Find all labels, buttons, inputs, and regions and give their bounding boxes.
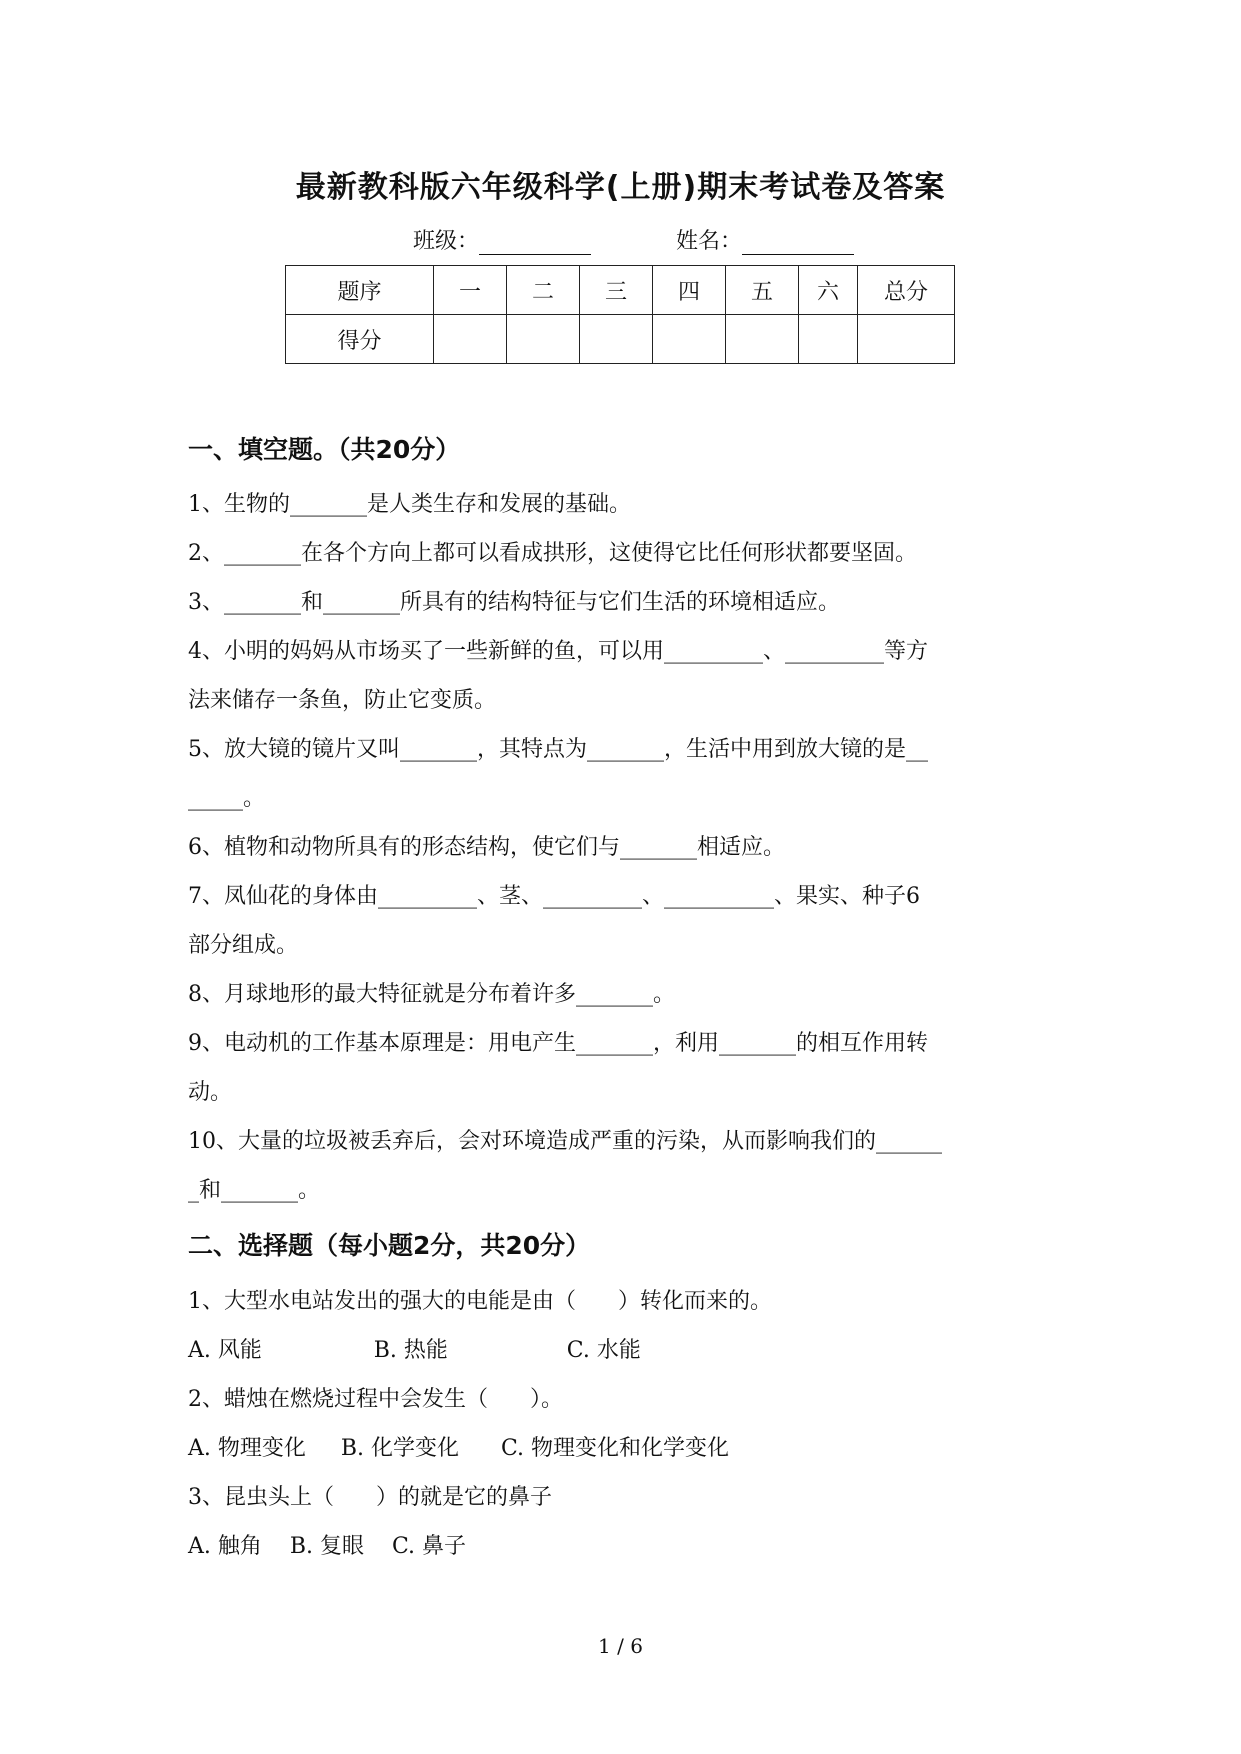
table-cell: 三 bbox=[580, 266, 653, 315]
question-line: 7、凤仙花的身体由_________、茎、_________、__________、果实、种子6 bbox=[188, 884, 920, 909]
score-cell[interactable] bbox=[434, 315, 507, 364]
class-field bbox=[413, 224, 591, 255]
score-cell[interactable] bbox=[653, 315, 726, 364]
question-line: 1、生物的_______是人类生存和发展的基础。 bbox=[188, 492, 631, 517]
section-heading: 二、选择题（每小题2分，共20分） bbox=[188, 1231, 591, 1260]
question-line: 10、大量的垃圾被丢弃后，会对环境造成严重的污染，从而影响我们的______ bbox=[188, 1129, 942, 1154]
class-blank[interactable] bbox=[479, 230, 591, 255]
section-heading: 一、填空题。（共20分） bbox=[188, 435, 461, 464]
score-cell[interactable] bbox=[580, 315, 653, 364]
table-cell: 六 bbox=[799, 266, 858, 315]
score-cell[interactable] bbox=[799, 315, 858, 364]
question-line: 5、放大镜的镜片又叫_______，其特点为_______，生活中用到放大镜的是__ bbox=[188, 737, 928, 762]
score-table-header-row bbox=[286, 266, 955, 315]
question-line: 1、大型水电站发出的强大的电能是由（ ）转化而来的。 bbox=[188, 1289, 772, 1314]
score-cell[interactable] bbox=[507, 315, 580, 364]
table-cell: 二 bbox=[507, 266, 580, 315]
question-line: 部分组成。 bbox=[188, 933, 299, 958]
table-cell: 得分 bbox=[286, 315, 434, 364]
question-line: 8、月球地形的最大特征就是分布着许多_______。 bbox=[188, 982, 675, 1007]
score-cell[interactable] bbox=[858, 315, 955, 364]
page-title: 最新教科版六年级科学(上册)期末考试卷及答案 bbox=[295, 170, 946, 205]
name-field bbox=[676, 224, 854, 255]
question-line: 2、蜡烛在燃烧过程中会发生（ ）。 bbox=[188, 1387, 563, 1412]
table-cell: 一 bbox=[434, 266, 507, 315]
page-number: 1 / 6 bbox=[598, 1634, 643, 1658]
score-table-score-row bbox=[286, 315, 955, 364]
question-line: 3、昆虫头上（ ）的就是它的鼻子 bbox=[188, 1485, 552, 1510]
table-cell: 四 bbox=[653, 266, 726, 315]
question-line: _____。 bbox=[188, 786, 266, 811]
class-label: 班级： bbox=[413, 229, 480, 254]
options-line: A. 风能 B. 热能 C. 水能 bbox=[188, 1338, 641, 1363]
question-line: 3、_______和_______所具有的结构特征与它们生活的环境相适应。 bbox=[188, 590, 840, 615]
question-line: _和_______。 bbox=[188, 1178, 321, 1203]
score-table bbox=[285, 265, 955, 364]
question-line: 动。 bbox=[188, 1080, 233, 1105]
name-label: 姓名： bbox=[676, 229, 743, 254]
table-cell: 题序 bbox=[286, 266, 434, 315]
options-line: A. 触角 B. 复眼 C. 鼻子 bbox=[188, 1534, 467, 1559]
question-line: 4、小明的妈妈从市场买了一些新鲜的鱼，可以用_________、_________等方 bbox=[188, 639, 928, 664]
question-line: 2、_______在各个方向上都可以看成拱形，这使得它比任何形状都要坚固。 bbox=[188, 541, 917, 566]
question-line: 法来储存一条鱼，防止它变质。 bbox=[188, 688, 497, 713]
options-line: A. 物理变化 B. 化学变化 C. 物理变化和化学变化 bbox=[188, 1436, 729, 1461]
name-blank[interactable] bbox=[742, 230, 854, 255]
question-line: 9、电动机的工作基本原理是：用电产生_______，利用_______的相互作用转 bbox=[188, 1031, 928, 1056]
question-line: 6、植物和动物所具有的形态结构，使它们与_______相适应。 bbox=[188, 835, 785, 860]
table-cell: 五 bbox=[726, 266, 799, 315]
table-cell: 总分 bbox=[858, 266, 955, 315]
score-cell[interactable] bbox=[726, 315, 799, 364]
